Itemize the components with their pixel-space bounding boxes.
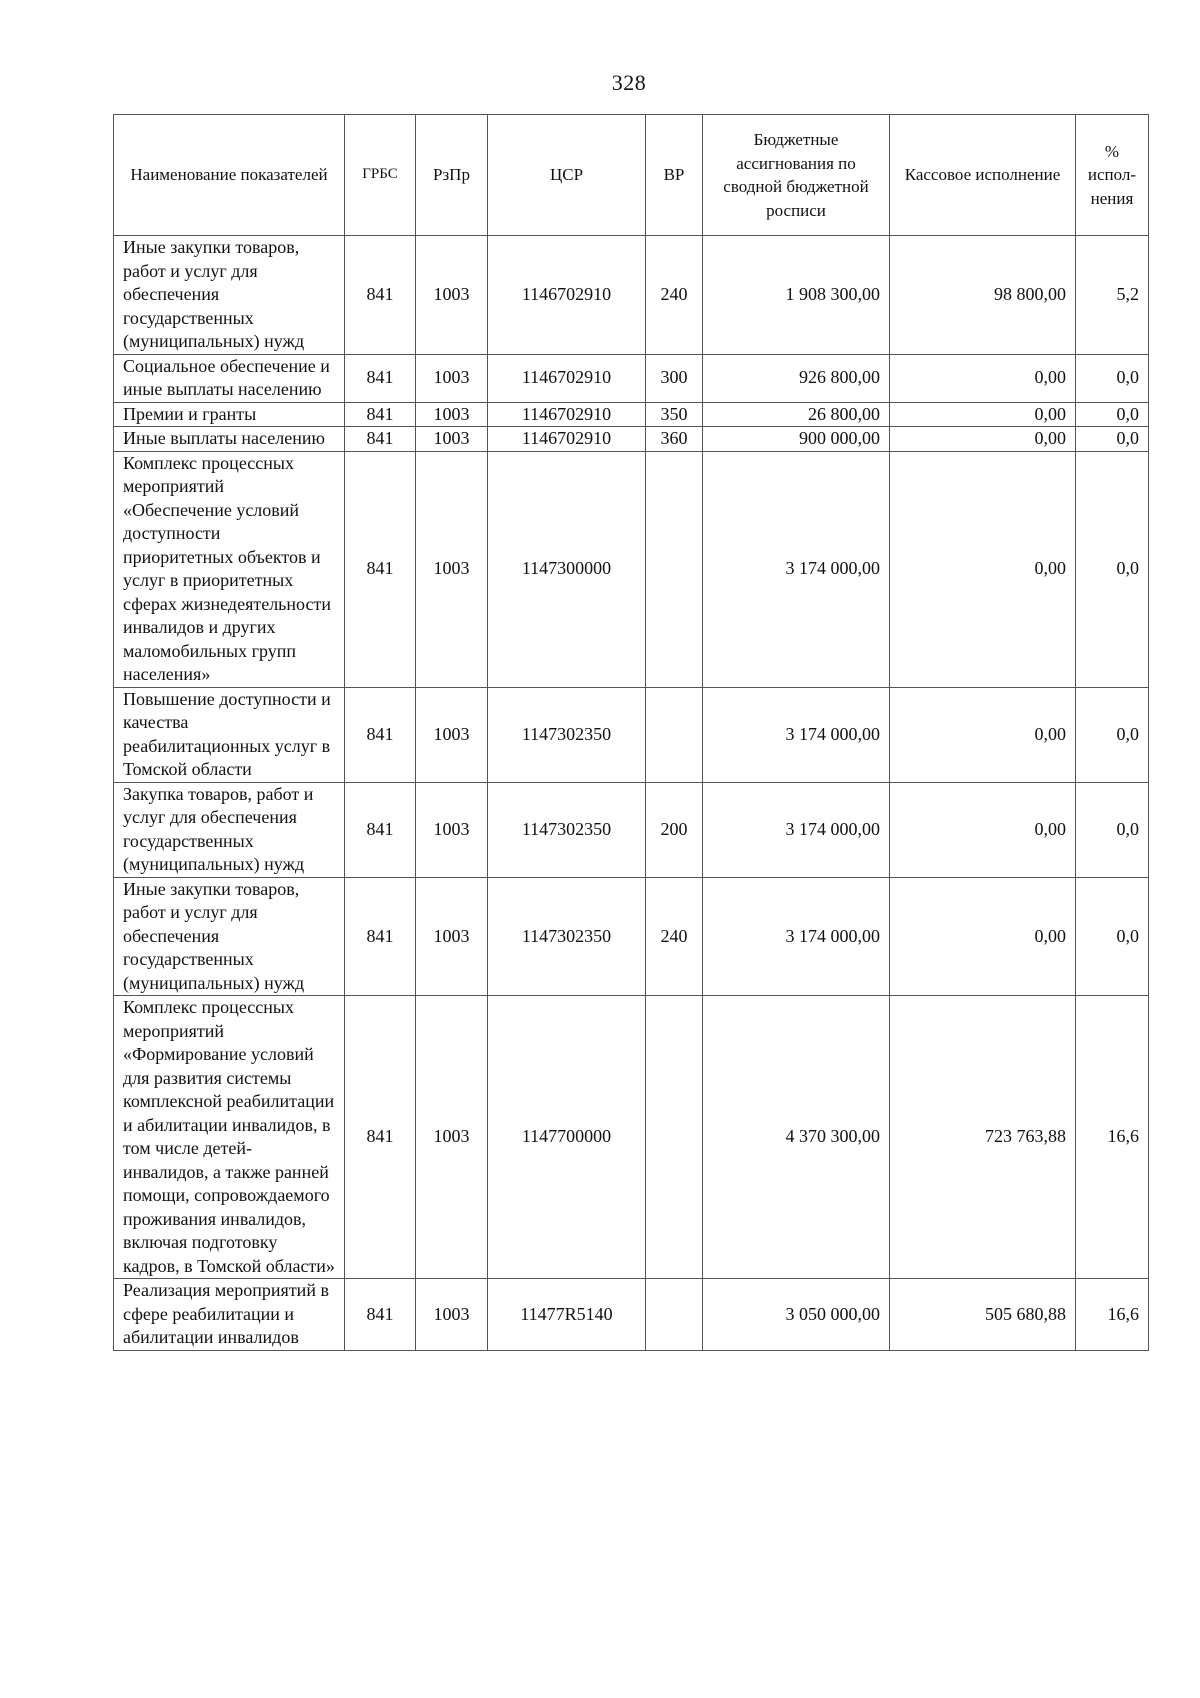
cell-pct: 0,0 <box>1076 427 1149 452</box>
cell-grbs: 841 <box>345 782 416 877</box>
cell-grbs: 841 <box>345 427 416 452</box>
cell-budget: 3 174 000,00 <box>703 877 890 996</box>
cell-csr: 1146702910 <box>488 354 646 402</box>
cell-vr: 360 <box>646 427 703 452</box>
cell-grbs: 841 <box>345 451 416 687</box>
cell-budget: 1 908 300,00 <box>703 236 890 355</box>
budget-execution-table <box>113 114 1149 1351</box>
cell-vr <box>646 451 703 687</box>
cell-pct: 5,2 <box>1076 236 1149 355</box>
cell-csr: 11477R5140 <box>488 1279 646 1351</box>
page-number: 328 <box>611 70 647 95</box>
cell-cash: 0,00 <box>890 402 1076 427</box>
cell-csr: 1147700000 <box>488 996 646 1279</box>
cell-vr <box>646 996 703 1279</box>
header-pct: % испол-нения <box>1076 115 1149 236</box>
cell-vr: 240 <box>646 877 703 996</box>
table-body <box>114 236 1149 1351</box>
cell-name: Иные выплаты населению <box>114 427 345 452</box>
header-rzpr: РзПр <box>416 115 488 236</box>
table-row <box>114 451 1149 687</box>
cell-budget: 3 174 000,00 <box>703 782 890 877</box>
cell-pct: 0,0 <box>1076 451 1149 687</box>
cell-grbs: 841 <box>345 236 416 355</box>
table-row <box>114 996 1149 1279</box>
cell-cash: 505 680,88 <box>890 1279 1076 1351</box>
cell-rzpr: 1003 <box>416 687 488 782</box>
cell-rzpr: 1003 <box>416 877 488 996</box>
cell-vr <box>646 687 703 782</box>
table-row <box>114 354 1149 402</box>
cell-vr: 200 <box>646 782 703 877</box>
cell-rzpr: 1003 <box>416 354 488 402</box>
header-csr: ЦСР <box>488 115 646 236</box>
cell-name: Комплекс процессных мероприятий «Формирование условий для развития системы комплексной реабилитации и абилитации инвалидов, в том числе детей-инвалидов, а также ранней помощи, сопровождаемого проживания инвалидов, включая подготовку кадров, в Томской области» <box>114 996 345 1279</box>
cell-grbs: 841 <box>345 1279 416 1351</box>
cell-budget: 3 050 000,00 <box>703 1279 890 1351</box>
cell-grbs: 841 <box>345 354 416 402</box>
header-grbs: ГРБС <box>345 115 416 236</box>
cell-rzpr: 1003 <box>416 782 488 877</box>
cell-budget: 4 370 300,00 <box>703 996 890 1279</box>
cell-vr: 240 <box>646 236 703 355</box>
cell-cash: 0,00 <box>890 427 1076 452</box>
cell-budget: 3 174 000,00 <box>703 687 890 782</box>
table-row <box>114 877 1149 996</box>
cell-csr: 1147302350 <box>488 687 646 782</box>
cell-grbs: 841 <box>345 996 416 1279</box>
cell-cash: 0,00 <box>890 354 1076 402</box>
cell-name: Социальное обеспечение и иные выплаты населению <box>114 354 345 402</box>
cell-pct: 0,0 <box>1076 877 1149 996</box>
table-row <box>114 402 1149 427</box>
cell-csr: 1146702910 <box>488 236 646 355</box>
cell-budget: 900 000,00 <box>703 427 890 452</box>
table-row <box>114 1279 1149 1351</box>
cell-pct: 16,6 <box>1076 1279 1149 1351</box>
cell-budget: 926 800,00 <box>703 354 890 402</box>
cell-pct: 0,0 <box>1076 402 1149 427</box>
cell-vr: 300 <box>646 354 703 402</box>
table-row <box>114 687 1149 782</box>
cell-csr: 1147302350 <box>488 782 646 877</box>
cell-pct: 16,6 <box>1076 996 1149 1279</box>
cell-name: Повышение доступности и качества реабилитационных услуг в Томской области <box>114 687 345 782</box>
table-header-row <box>114 115 1149 236</box>
table-row <box>114 782 1149 877</box>
cell-rzpr: 1003 <box>416 996 488 1279</box>
cell-vr: 350 <box>646 402 703 427</box>
cell-name: Иные закупки товаров, работ и услуг для обеспечения государственных (муниципальных) нужд <box>114 236 345 355</box>
header-vr: ВР <box>646 115 703 236</box>
header-cash: Кассовое исполнение <box>890 115 1076 236</box>
table-row <box>114 236 1149 355</box>
cell-csr: 1147300000 <box>488 451 646 687</box>
cell-grbs: 841 <box>345 402 416 427</box>
cell-vr <box>646 1279 703 1351</box>
cell-rzpr: 1003 <box>416 427 488 452</box>
cell-pct: 0,0 <box>1076 354 1149 402</box>
header-name: Наименование показателей <box>114 115 345 236</box>
cell-grbs: 841 <box>345 687 416 782</box>
cell-pct: 0,0 <box>1076 687 1149 782</box>
cell-cash: 723 763,88 <box>890 996 1076 1279</box>
cell-pct: 0,0 <box>1076 782 1149 877</box>
cell-cash: 98 800,00 <box>890 236 1076 355</box>
cell-name: Комплекс процессных мероприятий «Обеспечение условий доступности приоритетных объектов и услуг в приоритетных сферах жизнедеятельности инвалидов и других маломобильных групп населения» <box>114 451 345 687</box>
cell-cash: 0,00 <box>890 877 1076 996</box>
cell-budget: 26 800,00 <box>703 402 890 427</box>
cell-cash: 0,00 <box>890 782 1076 877</box>
cell-cash: 0,00 <box>890 687 1076 782</box>
cell-csr: 1147302350 <box>488 877 646 996</box>
cell-name: Премии и гранты <box>114 402 345 427</box>
table-row <box>114 427 1149 452</box>
cell-rzpr: 1003 <box>416 236 488 355</box>
cell-name: Реализация мероприятий в сфере реабилитации и абилитации инвалидов <box>114 1279 345 1351</box>
cell-name: Закупка товаров, работ и услуг для обеспечения государственных (муниципальных) нужд <box>114 782 345 877</box>
cell-grbs: 841 <box>345 877 416 996</box>
cell-rzpr: 1003 <box>416 1279 488 1351</box>
cell-budget: 3 174 000,00 <box>703 451 890 687</box>
cell-csr: 1146702910 <box>488 427 646 452</box>
cell-name: Иные закупки товаров, работ и услуг для обеспечения государственных (муниципальных) нужд <box>114 877 345 996</box>
cell-rzpr: 1003 <box>416 402 488 427</box>
cell-rzpr: 1003 <box>416 451 488 687</box>
header-budget: Бюджетные ассигнования по сводной бюджетной росписи <box>703 115 890 236</box>
cell-csr: 1146702910 <box>488 402 646 427</box>
cell-cash: 0,00 <box>890 451 1076 687</box>
